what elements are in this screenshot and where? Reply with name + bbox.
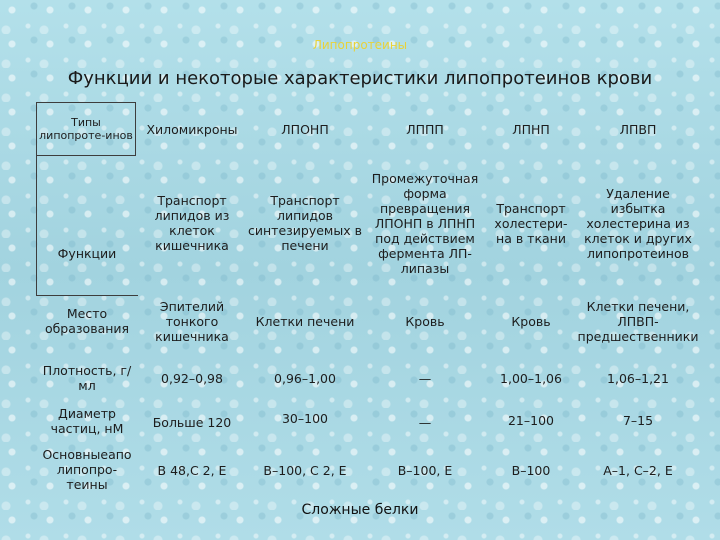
cell-density-hdl: 1,06–1,21	[607, 370, 669, 386]
cell-apo-chylomicrons: В 48,С 2, Е	[157, 462, 227, 478]
cell-diameter-vldl: 30–100	[281, 410, 328, 426]
left-column-border	[36, 156, 37, 296]
cell-density-vldl: 0,96–1,00	[274, 370, 336, 386]
slide-footer: Сложные белки	[301, 502, 419, 518]
cell-apo-vldl: В–100, С 2, Е	[263, 462, 347, 478]
header-border-top	[36, 102, 136, 103]
slide-small-header: Липопротеины	[312, 38, 408, 52]
cell-apo-ldl: В–100	[511, 462, 551, 478]
row-label-apoproteins: Основныеапо липопро-теины	[42, 446, 132, 492]
header-border-bottom	[36, 155, 136, 156]
header-border-right	[135, 102, 136, 156]
cell-origin-idl: Кровь	[405, 313, 445, 329]
cell-origin-chylomicrons: Эпителий тонкого кишечника	[155, 298, 229, 344]
cell-functions-hdl: Удаление избытка холестерина из клеток и других липопротеинов	[584, 185, 692, 261]
cell-functions-idl: Промежуточная форма превращения ЛПОНП в ЛПНП под действием фермента ЛП-липазы	[371, 170, 479, 276]
header-cell-ldl: ЛПНП	[512, 121, 550, 137]
cell-density-ldl: 1,00–1,06	[500, 370, 562, 386]
row-label-diameter: Диаметр частиц, нМ	[50, 406, 124, 436]
cell-diameter-hdl: 7–15	[622, 412, 654, 428]
row-label-density: Плотность, г/мл	[42, 363, 132, 393]
cell-functions-chylomicrons: Транспорт липидов из клеток кишечника	[154, 193, 230, 253]
left-column-border-bottom	[36, 295, 138, 296]
header-border-left	[36, 102, 37, 156]
row-label-origin: Место образования	[44, 306, 130, 336]
cell-functions-ldl: Транспорт холестери-на в ткани	[494, 200, 568, 246]
slide-title: Функции и некоторые характеристики липопротеинов крови	[67, 68, 653, 89]
header-cell-types: Типы липопроте-инов	[39, 115, 133, 142]
cell-density-idl: —	[418, 370, 432, 386]
cell-apo-idl: В–100, Е	[397, 462, 453, 478]
cell-origin-vldl: Клетки печени	[255, 313, 355, 329]
cell-diameter-idl: —	[418, 414, 432, 430]
cell-density-chylomicrons: 0,92–0,98	[161, 370, 223, 386]
row-label-functions: Функции	[57, 245, 117, 261]
header-cell-vldl: ЛПОНП	[281, 121, 329, 137]
header-cell-hdl: ЛПВП	[619, 121, 657, 137]
cell-apo-hdl: А–1, С–2, Е	[603, 462, 673, 478]
cell-functions-vldl: Транспорт липидов синтезируемых в печени	[248, 193, 362, 253]
header-cell-chylomicrons: Хиломикроны	[146, 121, 238, 137]
cell-origin-ldl: Кровь	[511, 313, 551, 329]
cell-diameter-chylomicrons: Больше 120	[152, 414, 232, 430]
cell-origin-hdl: Клетки печени, ЛПВП-предшественники	[577, 298, 699, 344]
cell-diameter-ldl: 21–100	[507, 412, 554, 428]
header-cell-idl: ЛППП	[406, 121, 444, 137]
